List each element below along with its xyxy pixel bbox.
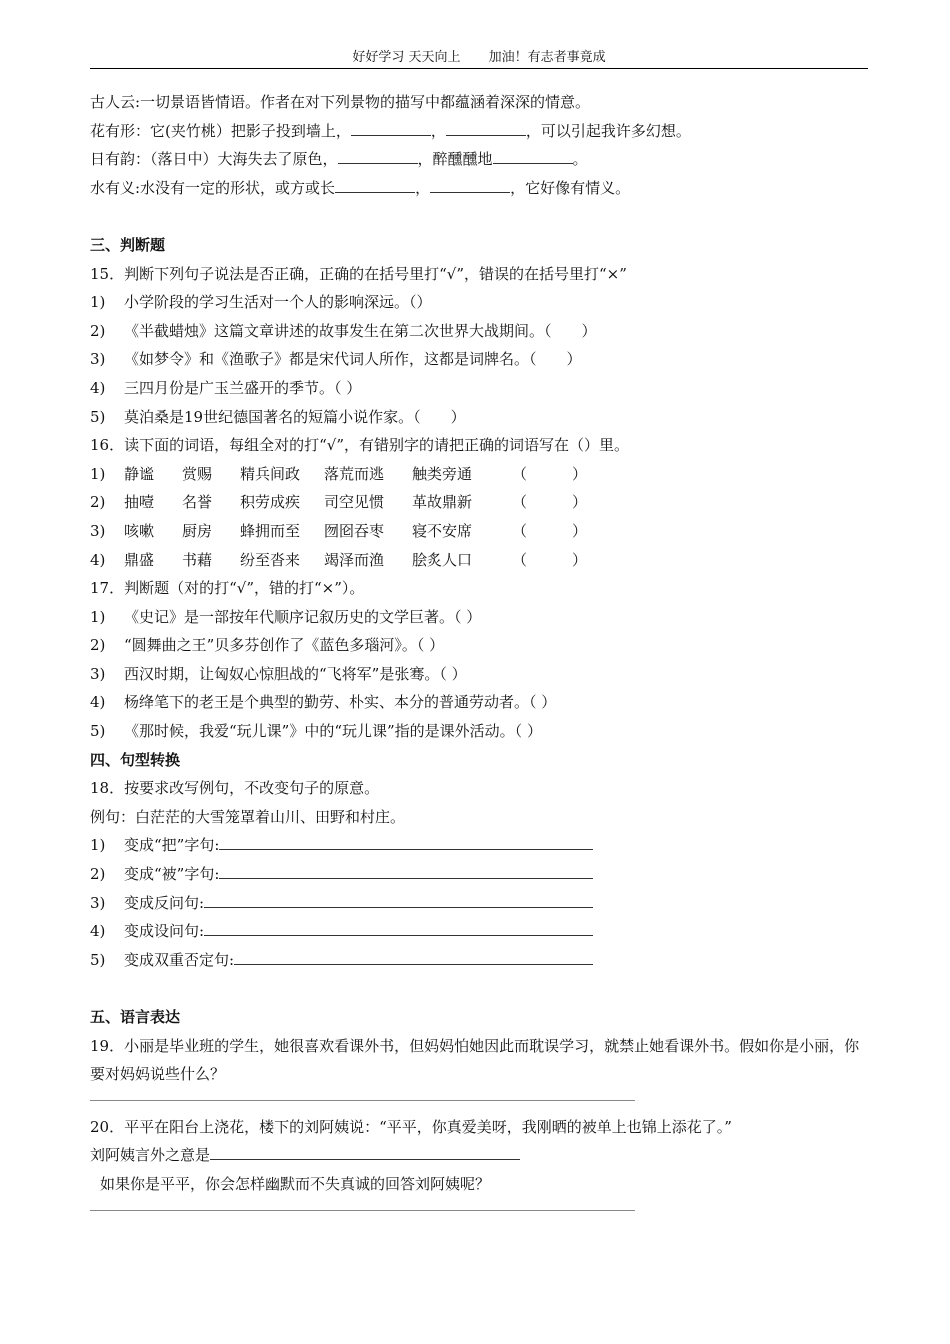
answer-blank[interactable] — [493, 147, 573, 164]
answer-blank[interactable] — [430, 176, 510, 193]
answer-brackets[interactable]: （ ） — [512, 521, 588, 540]
question-17: 17．判断题（对的打“√”，错的打“×”）。 — [90, 579, 365, 598]
item-number: 1) — [90, 464, 106, 483]
q15-item — [90, 345, 870, 374]
item-text: 《半截蜡烛》这篇文章讲述的故事发生在第二次世界大战期间。（ ） — [124, 321, 597, 340]
answer-blank[interactable] — [219, 833, 593, 850]
answer-blank[interactable] — [446, 119, 526, 136]
intro-text: ，醉醺醺地 — [417, 150, 493, 169]
word-entry: 蜂拥而至 — [240, 521, 301, 540]
intro-line-1: 古人云:一切景语皆情语。作者在对下列景物的描写中都蕴涵着深深的情意。 — [90, 93, 591, 111]
item-text: 《如梦令》和《渔歌子》都是宋代词人所作，这都是词牌名。（ ） — [124, 350, 582, 369]
word-entry: 名誉 — [182, 493, 213, 512]
q16-item — [90, 546, 870, 575]
q15-item — [90, 403, 870, 432]
intro-line-3 — [90, 145, 870, 174]
question-15: 15．判断下列句子说法是否正确，正确的在括号里打“√”，错误的在括号里打“×” — [90, 264, 627, 283]
q18-item — [90, 917, 870, 946]
q18-item — [90, 889, 870, 918]
intro-text: ， — [415, 178, 431, 197]
item-text: 《那时候，我爱“玩儿课”》中的“玩儿课”指的是课外活动。（ ） — [124, 722, 542, 741]
word-entry: 寝不安席 — [412, 521, 473, 540]
intro-line-4 — [90, 174, 870, 203]
section-3-title: 三、判断题 — [90, 235, 166, 254]
answer-blank[interactable] — [210, 1143, 520, 1160]
answer-brackets[interactable]: （ ） — [512, 464, 588, 483]
question-20: 20．平平在阳台上浇花，楼下的刘阿姨说：“平平，你真爱美呀，我刚晒的被单上也锦上添花了。” — [90, 1117, 732, 1136]
answer-brackets[interactable]: （ ） — [512, 493, 588, 512]
item-number: 3) — [90, 350, 106, 369]
word-entry: 静谧 — [124, 464, 155, 483]
item-number: 1) — [90, 836, 106, 855]
item-number: 3) — [90, 893, 106, 912]
question-16: 16．读下面的词语，每组全对的打“√”，有错别字的请把正确的词语写在（）里。 — [90, 436, 629, 455]
header-left: 好好学习 天天向上 — [352, 50, 461, 65]
section-4-title: 四、句型转换 — [90, 750, 181, 769]
q15-item — [90, 288, 870, 317]
question-17-items — [90, 603, 870, 746]
worksheet-content — [90, 88, 870, 1211]
word-entry: 厨房 — [182, 521, 213, 540]
item-number: 4) — [90, 550, 106, 569]
q15-item — [90, 374, 870, 403]
answer-blank[interactable] — [204, 891, 593, 908]
item-text: 变成“把”字句: — [124, 836, 220, 855]
item-number: 1) — [90, 293, 106, 312]
word-entry: 赏赐 — [182, 464, 213, 483]
q17-item — [90, 688, 870, 717]
intro-text: 花有形：它(夹竹桃）把影子投到墙上， — [90, 121, 351, 140]
q15-item — [90, 317, 870, 346]
item-number: 1) — [90, 607, 106, 626]
question-18: 18．按要求改写例句，不改变句子的原意。 — [90, 779, 380, 798]
q16-item — [90, 460, 870, 489]
item-number: 5) — [90, 407, 106, 426]
item-text: 变成“被”字句: — [124, 865, 220, 884]
q18-item — [90, 946, 870, 975]
answer-blank[interactable] — [204, 919, 593, 936]
question-20a-text: 刘阿姨言外之意是 — [90, 1146, 211, 1165]
q17-item — [90, 660, 870, 689]
intro-line-2 — [90, 117, 870, 146]
item-text: 变成反问句: — [124, 893, 205, 912]
question-20a — [90, 1141, 870, 1170]
q16-item — [90, 517, 870, 546]
word-entry: 积劳成疾 — [240, 493, 301, 512]
item-number: 2) — [90, 493, 106, 512]
page-header — [90, 48, 868, 69]
item-number: 2) — [90, 636, 106, 655]
intro-text: ， — [430, 121, 446, 140]
answer-blank[interactable] — [219, 862, 593, 879]
item-number: 4) — [90, 378, 106, 397]
answer-blank[interactable] — [338, 147, 418, 164]
word-entry: 触类旁通 — [412, 464, 473, 483]
intro-text: ，它好像有情义。 — [510, 178, 631, 197]
word-entry: 囫囵吞枣 — [324, 521, 385, 540]
word-entry: 竭泽而渔 — [324, 550, 385, 569]
header-right: 加油！有志者事竟成 — [488, 50, 606, 65]
answer-blank[interactable] — [234, 948, 593, 965]
answer-line-20[interactable] — [90, 1209, 635, 1211]
word-entry: 精兵间政 — [240, 464, 301, 483]
item-number: 2) — [90, 865, 106, 884]
item-text: 三四月份是广玉兰盛开的季节。（ ） — [124, 378, 362, 397]
q17-item — [90, 631, 870, 660]
intro-text: 日有韵：（落日中）大海失去了原色， — [90, 150, 338, 169]
item-number: 5) — [90, 950, 106, 969]
item-number: 3) — [90, 664, 106, 683]
question-20b: 如果你是平平，你会怎样幽默而不失真诚的回答刘阿姨呢？ — [100, 1174, 491, 1193]
item-number: 3) — [90, 521, 106, 540]
section-5-title: 五、语言表达 — [90, 1008, 181, 1026]
item-text: 西汉时期，让匈奴心惊胆战的“飞将军”是张骞。（ ） — [124, 664, 467, 683]
question-15-items — [90, 288, 870, 431]
q16-item — [90, 488, 870, 517]
q17-item — [90, 717, 870, 746]
intro-text: ，可以引起我许多幻想。 — [525, 121, 691, 140]
intro-text: 。 — [572, 150, 588, 169]
word-entry: 纷至沓来 — [240, 550, 301, 569]
answer-blank[interactable] — [351, 119, 431, 136]
word-entry: 抽噎 — [124, 493, 155, 512]
word-entry: 书藉 — [182, 550, 213, 569]
example-sentence: 例句：白茫茫的大雪笼罩着山川、田野和村庄。 — [90, 807, 406, 826]
q18-item — [90, 831, 870, 860]
item-text: 《史记》是一部按年代顺序记叙历史的文学巨著。（ ） — [124, 607, 482, 626]
item-number: 4) — [90, 922, 106, 941]
word-entry: 咳嗽 — [124, 521, 155, 540]
item-text: 莫泊桑是19世纪德国著名的短篇小说作家。（ ） — [124, 407, 466, 426]
question-19: 19．小丽是毕业班的学生，她很喜欢看课外书，但妈妈怕她因此而耽误学习，就禁止她看课外书。假如你是小丽，你要对妈妈说些什么？ — [90, 1036, 860, 1084]
word-entry: 鼎盛 — [124, 550, 155, 569]
item-number: 2) — [90, 321, 106, 340]
q17-item — [90, 603, 870, 632]
answer-blank[interactable] — [335, 176, 415, 193]
intro-text: 水有义:水没有一定的形状，或方或长 — [90, 178, 336, 197]
item-text: “圆舞曲之王”贝多芬创作了《蓝色多瑙河》。（ ） — [124, 636, 445, 655]
word-entry: 司空见惯 — [324, 493, 385, 512]
item-text: 变成双重否定句: — [124, 950, 235, 969]
item-number: 4) — [90, 693, 106, 712]
question-16-items — [90, 460, 870, 574]
answer-brackets[interactable]: （ ） — [512, 550, 588, 569]
question-18-items — [90, 831, 870, 974]
item-text: 变成设问句: — [124, 922, 205, 941]
word-entry: 落荒而逃 — [324, 464, 385, 483]
item-text: 小学阶段的学习生活对一个人的影响深远。（） — [124, 293, 432, 312]
item-number: 5) — [90, 722, 106, 741]
word-entry: 脍炙人口 — [412, 550, 473, 569]
item-text: 杨绛笔下的老王是个典型的勤劳、朴实、本分的普通劳动者。（ ） — [124, 693, 557, 712]
word-entry: 革故鼎新 — [412, 493, 473, 512]
q18-item — [90, 860, 870, 889]
